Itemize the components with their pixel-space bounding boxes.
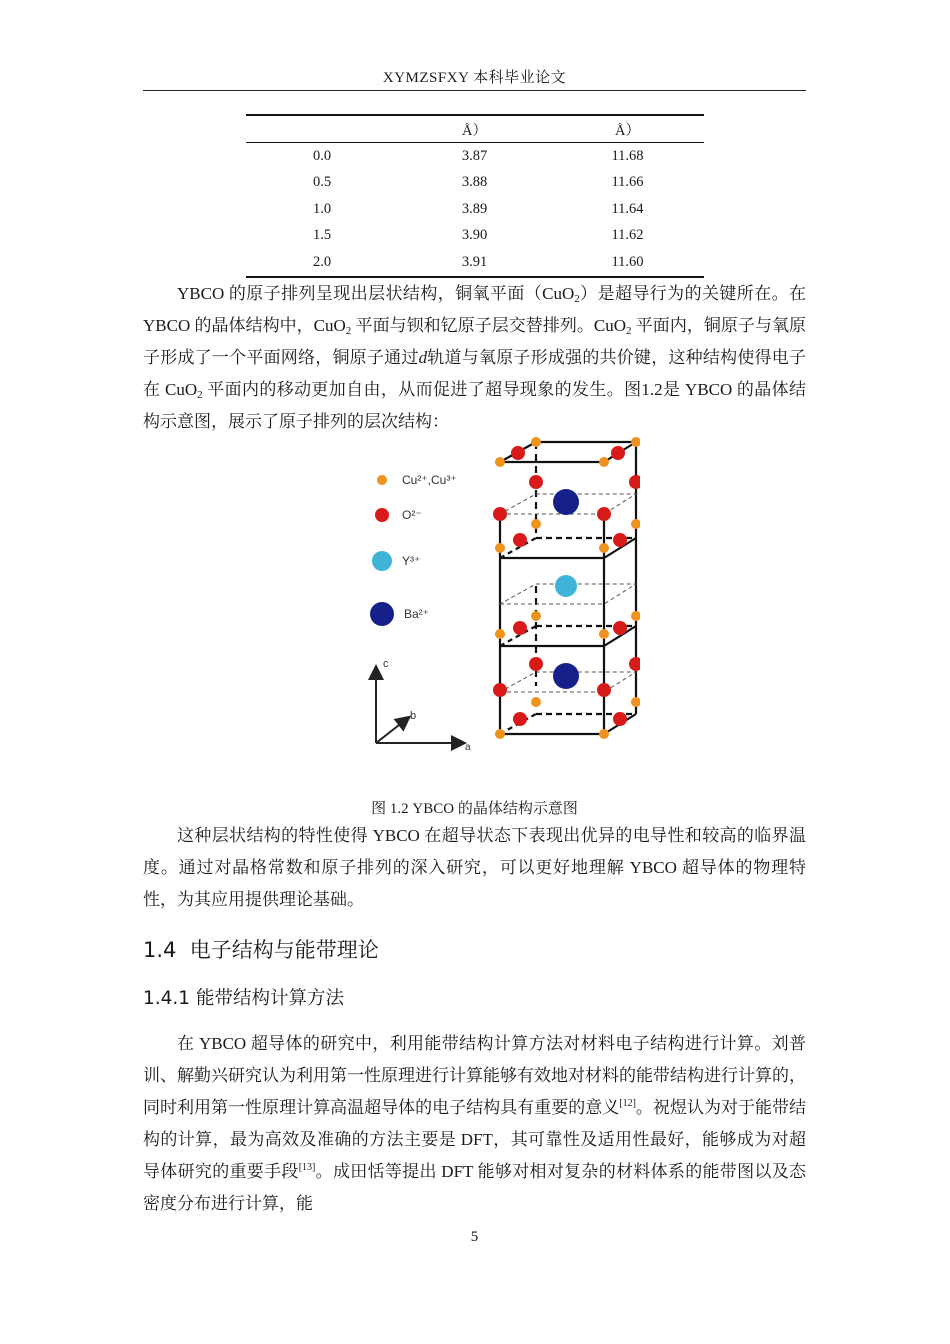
table-cell: 0.5 xyxy=(312,174,332,191)
svg-text:c: c xyxy=(383,658,389,670)
section-heading xyxy=(143,934,379,964)
cu-atom xyxy=(531,611,541,621)
table-cell: 3.91 xyxy=(398,249,551,277)
table-cell: 2.0 xyxy=(246,249,398,277)
table-header-cell: Å） xyxy=(398,115,551,143)
table-row xyxy=(246,223,704,250)
citation-13: [13] xyxy=(298,1162,316,1173)
subsection-number: 1.4.1 xyxy=(143,988,191,1009)
o-atom xyxy=(613,712,627,726)
legend-cu-label: Cu²⁺,Cu³⁺ xyxy=(402,473,457,487)
o-atom xyxy=(513,712,527,726)
o-atom xyxy=(629,475,640,489)
table-cell: 11.62 xyxy=(611,227,644,244)
ba-legend-dot xyxy=(370,602,394,626)
table-header-row xyxy=(246,115,704,143)
y-legend-dot xyxy=(372,551,392,571)
o-atom xyxy=(597,507,611,521)
svg-text:b: b xyxy=(410,710,417,722)
o-atom xyxy=(611,446,625,460)
table-cell: 11.60 xyxy=(551,249,704,277)
table-row xyxy=(246,196,704,223)
ba-atom xyxy=(553,489,579,515)
ba-atom xyxy=(553,663,579,689)
cu-atom xyxy=(531,697,541,707)
cu-atom xyxy=(599,543,609,553)
table-cell: 3.87 xyxy=(461,147,488,164)
o-atom xyxy=(513,621,527,635)
lattice-table xyxy=(246,114,704,278)
cu-atom xyxy=(495,543,505,553)
page-number: 5 xyxy=(470,1229,479,1245)
o-atom xyxy=(511,446,525,460)
section-title: 电子结构与能带理论 xyxy=(189,938,379,962)
o-atom xyxy=(629,657,640,671)
o-atom xyxy=(597,683,611,697)
paragraph-layer-properties: 这种层状结构的特性使得 YBCO 在超导状态下表现出优异的电导性和较高的临界温度。通过对晶格常数和原子排列的深入研究，可以更好地理解 YBCO 超导体的物理特性，为其应用提供理论基础。 xyxy=(143,826,806,909)
table-header-cell: Å） xyxy=(551,115,704,143)
svg-text:a: a xyxy=(465,742,471,753)
cu-atom xyxy=(631,519,640,529)
page-header: XYMZSFXY 本科毕业论文 xyxy=(382,70,567,86)
table-cell: 3.89 xyxy=(461,200,488,217)
table-cell: 11.66 xyxy=(611,174,644,191)
paragraph-ybco-structure: YBCO 的原子排列呈现出层状结构，铜氧平面（CuO$_2$）是超导行为的关键所在。在 YBCO 的晶体结构中，CuO$_2$ 平面与钡和钇原子层交替排列。CuO$_2$ 平面内，铜原子与氧原子形成了一个平面网络，铜原子通过d轨道与氧原子形成强的共价键，这种结构使得电子在 CuO$_2$ 平面内的移动更加自由，从而促进了超导现象的发生。图1.2是 YBCO 的晶体结构示意图，展示了原子排列的层次结构： xyxy=(143,284,807,431)
atoms xyxy=(493,437,640,739)
cu-atom xyxy=(531,437,541,447)
cu-atom xyxy=(599,629,609,639)
section-number: 1.4 xyxy=(143,938,177,962)
legend-o-label: O²⁻ xyxy=(402,508,422,522)
table-row xyxy=(246,249,704,277)
o-atom xyxy=(529,657,543,671)
cu-atom xyxy=(495,629,505,639)
y-atom xyxy=(555,575,577,597)
table-cell: 0.0 xyxy=(312,147,332,164)
cu-atom xyxy=(495,457,505,467)
o-atom xyxy=(493,683,507,697)
cu-atom xyxy=(599,729,609,739)
o-atom xyxy=(529,475,543,489)
header-rule xyxy=(143,90,806,91)
legend-y-label: Y³⁺ xyxy=(402,554,421,568)
o-atom xyxy=(613,621,627,635)
table-row xyxy=(246,143,704,170)
o-atom xyxy=(493,507,507,521)
table-cell: 11.64 xyxy=(611,200,644,217)
subsection-heading xyxy=(143,984,344,1010)
o-legend-dot xyxy=(375,508,389,522)
table-row xyxy=(246,170,704,197)
citation-12: [12] xyxy=(619,1098,636,1109)
table-cell: 11.68 xyxy=(611,147,644,164)
table-cell: 1.0 xyxy=(312,200,332,217)
subsection-title: 能带结构计算方法 xyxy=(195,988,344,1009)
cu-atom xyxy=(495,729,505,739)
legend-ba-label: Ba²⁺ xyxy=(404,607,430,621)
paragraph-band-structure: 在 YBCO 超导体的研究中，利用能带结构计算方法对材料电子结构进行计算。刘普训、解勤兴研究认为利用第一性原理进行计算能够有效地对材料的能带结构进行计算的，同时利用第一性原理计算高温超导体的电子结构具有重要的意义[12]。祝煜认为对于能带结构的计算，最为高效及准确的方法主要是 DFT，其可靠性及适用性最好，能够成为对超导体研究的重要手段[13]。成田恬等提出 DFT 能够对相对复杂的材料体系的能带图以及态密度分布进行计算，能 xyxy=(143,1034,807,1213)
o-atom xyxy=(513,533,527,547)
table-cell: 3.88 xyxy=(461,174,488,191)
ybco-crystal-structure-figure xyxy=(366,436,640,756)
axes-indicator xyxy=(376,658,471,753)
o-atom xyxy=(613,533,627,547)
table-cell: 3.90 xyxy=(461,227,488,244)
cu-atom xyxy=(531,519,541,529)
figure-caption: 图 1.2 YBCO 的晶体结构示意图 xyxy=(371,801,578,817)
cu-atom xyxy=(599,457,609,467)
table-cell: 1.5 xyxy=(312,227,332,244)
cu-legend-dot xyxy=(377,475,387,485)
table-header-cell xyxy=(246,115,398,143)
cu-atom xyxy=(631,611,640,621)
cu-atom xyxy=(631,697,640,707)
